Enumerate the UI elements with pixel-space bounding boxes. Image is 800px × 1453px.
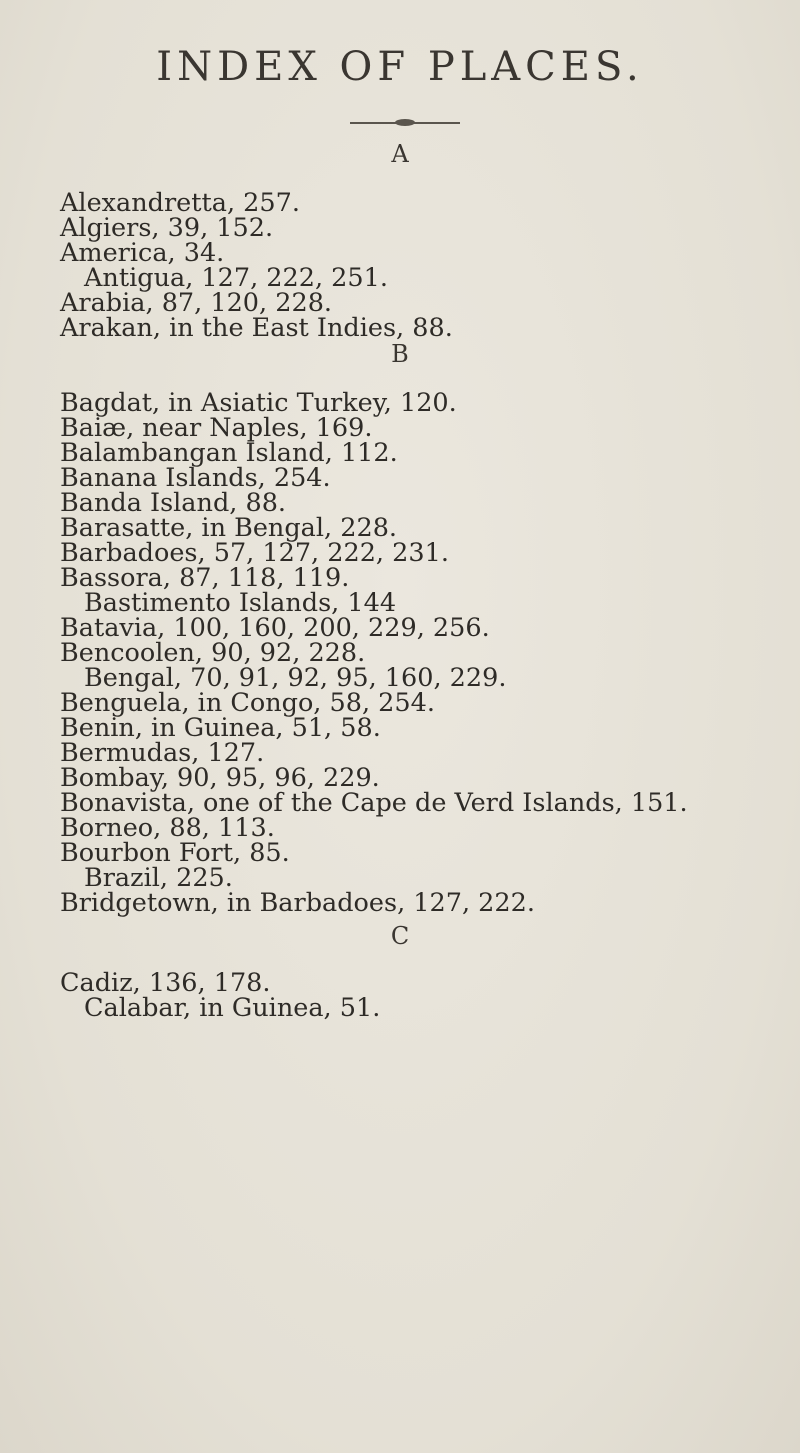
index-entry: Banana Islands, 254.	[60, 463, 331, 493]
index-entry: Borneo, 88, 113.	[60, 813, 275, 843]
index-entry: Barbadoes, 57, 127, 222, 231.	[60, 538, 449, 568]
index-entry: Bencoolen, 90, 92, 228.	[60, 638, 366, 668]
index-entry: Benguela, in Congo, 58, 254.	[60, 688, 435, 718]
section-a-entries	[60, 188, 780, 343]
section-letter-b: B	[391, 340, 409, 368]
index-entry: Cadiz, 136, 178.	[60, 968, 271, 998]
index-entry: Bridgetown, in Barbadoes, 127, 222.	[60, 888, 535, 918]
index-entry: Balambangan Island, 112.	[60, 438, 398, 468]
section-letter-c: C	[390, 922, 410, 950]
title-rule-ornament	[350, 120, 460, 125]
index-entry: Arabia, 87, 120, 228.	[60, 288, 333, 318]
index-entry: Bermudas, 127.	[60, 738, 265, 768]
index-entry: Antigua, 127, 222, 251.	[84, 263, 388, 293]
index-entry: Bombay, 90, 95, 96, 229.	[60, 763, 380, 793]
index-entry: Banda Island, 88.	[60, 488, 287, 518]
index-entry: Brazil, 225.	[84, 863, 233, 893]
index-entry: Bengal, 70, 91, 92, 95, 160, 229.	[84, 663, 507, 693]
index-entry: Alexandretta, 257.	[60, 188, 300, 218]
index-entry: Bastimento Islands, 144	[84, 588, 397, 618]
index-entry: Bourbon Fort, 85.	[60, 838, 290, 868]
index-entry: Arakan, in the East Indies, 88.	[60, 313, 453, 343]
index-entry: America, 34.	[60, 238, 225, 268]
section-b-entries	[60, 388, 780, 918]
section-c-entries	[60, 968, 780, 1023]
index-entry: Bassora, 87, 118, 119.	[60, 563, 350, 593]
index-entry: Calabar, in Guinea, 51.	[84, 993, 381, 1023]
section-letter-a: A	[391, 140, 409, 168]
index-entry: Benin, in Guinea, 51, 58.	[60, 713, 381, 743]
index-entry: Bonavista, one of the Cape de Verd Islands, 151.	[60, 788, 688, 818]
index-entry: Batavia, 100, 160, 200, 229, 256.	[60, 613, 490, 643]
index-entry: Barasatte, in Bengal, 228.	[60, 513, 398, 543]
rule-knot	[395, 119, 415, 126]
index-entry: Bagdat, in Asiatic Turkey, 120.	[60, 388, 457, 418]
page-title: INDEX OF PLACES.	[156, 44, 644, 90]
index-entry: Algiers, 39, 152.	[60, 213, 274, 243]
index-entry: Baiæ, near Naples, 169.	[60, 413, 373, 443]
